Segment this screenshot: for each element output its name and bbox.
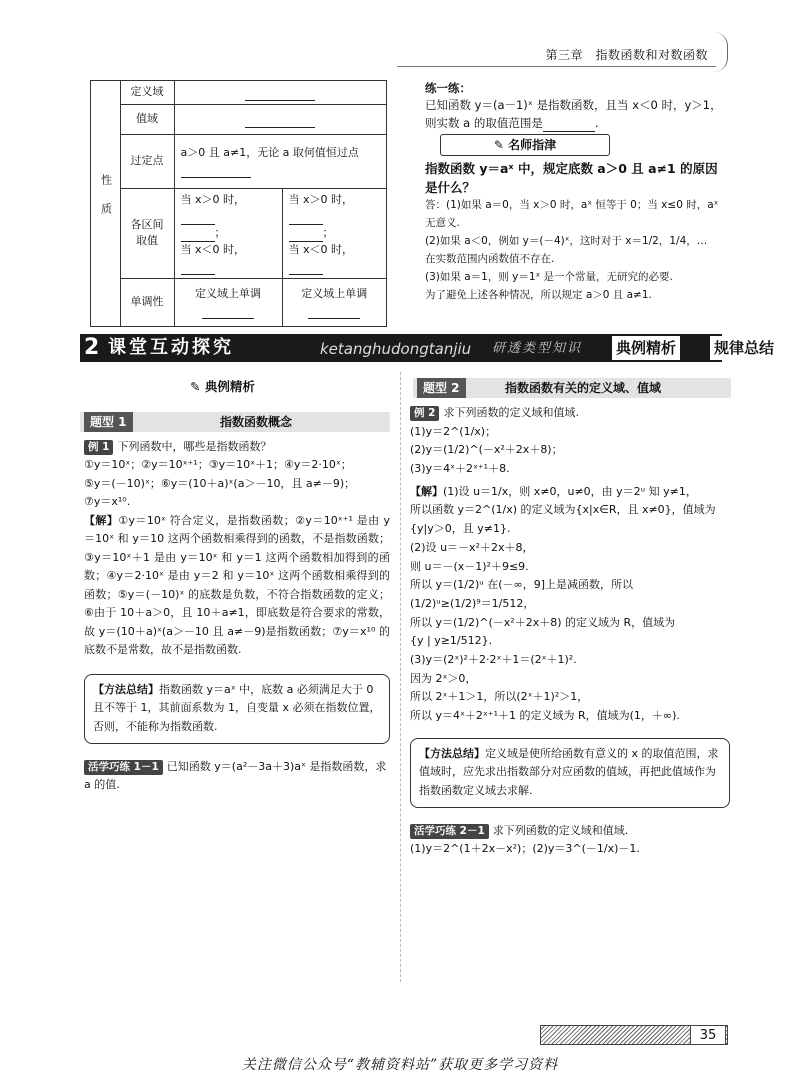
banner-title: 课堂互动探究 [108, 337, 234, 358]
monotonic-cell-left [174, 278, 282, 326]
solution-text: ①y＝10ˣ 符合定义，是指数函数；②y＝10ˣ⁺¹ 是由 y＝10ˣ 和 y＝10 这两个函数相乘得到的函数，不是指数函数；③y＝10ˣ＋1 是由 y＝10ˣ 和 y＝1 这两个函数相加得到的函数；④y＝2·10ˣ 是由 y＝2 和 y＝10ˣ 这两个函数相乘得到的函数；⑤y＝(－10)ˣ 的底数是负数，不符合指数函数的定义；⑥由于 10＋a＞0，且 10＋a≠1，即底数是符合要求的常数，故 y＝(10＋a)ˣ(a＞－10 且 a≠－9)是指数函数；⑦y＝x¹⁰ 的底数不是常数，故不是指数函数. [84, 513, 390, 657]
practice-block: 练一练： 已知函数 y＝(a－1)ˣ 是指数函数，且当 x＜0 时，y＞1， 则实数 a 的取值范围是 . [425, 80, 730, 132]
banner-tag-examples: 典例精析 [612, 336, 680, 360]
solution-line: (3)y＝(2ˣ)²＋2·2ˣ＋1＝(2ˣ＋1)². [410, 652, 577, 666]
interval-text: ； [322, 226, 334, 239]
method-text: 定义域是使所给函数有意义的 x 的取值范围，求值域时，应先求出指数部分对应函数的值域，再把此值域作为指数函数定义域去求解. [419, 746, 719, 798]
method-title: 【方法总结】 [93, 682, 159, 696]
solution-line: {y | y≥1/512}. [410, 634, 493, 648]
page-number: 35 [690, 1025, 726, 1045]
chapter-title: 第三章 指数函数和对数函数 [545, 48, 708, 62]
interval-cell-left [174, 189, 282, 279]
monotonic-cell-right [282, 278, 387, 326]
left-section-label: 典例精析 [204, 379, 255, 394]
properties-table [90, 80, 387, 327]
monotonic-text: 定义域上单调 [301, 286, 368, 300]
practice-text-2: 则实数 a 的取值范围是 [425, 115, 543, 130]
answer-line: (3)如果 a＝1，则 y＝1ˣ 是一个常量，无研究的必要. [425, 271, 673, 284]
table-row-label: 定义域 [120, 81, 174, 105]
teacher-answer [425, 196, 730, 304]
header-rule [397, 66, 716, 67]
answer-line: 答：(1)如果 a＝0，当 x＞0 时，aˣ 恒等于 0；当 x≤0 时，aˣ 无意义. [425, 199, 719, 230]
table-row-label: 过定点 [120, 135, 174, 189]
practice-title: 练一练： [425, 81, 471, 95]
monotonic-text: 定义域上单调 [195, 286, 261, 300]
interval-text: ； [214, 226, 226, 239]
type-label: 题型 2 [417, 378, 466, 398]
function-line: (3)y＝4ˣ＋2ˣ⁺¹＋8. [410, 462, 510, 476]
method-text: 指数函数 y＝aˣ 中，底数 a 必须满足大于 0 且不等于 1，其前面系数为 1，自变量 x 必须在指数位置，否则，不能称为指数函数. [93, 682, 381, 733]
solution-line: 所以 2ˣ＋1＞1，所以(2ˣ＋1)²＞1， [410, 690, 589, 704]
header-ornament [714, 32, 728, 72]
interval-text: 当 x＜0 时， [180, 242, 246, 256]
interval-cell-right [282, 189, 387, 279]
type-title: 指数函数概念 [220, 415, 293, 429]
solution-line: 所以 y＝(1/2)ᵘ 在(－∞，9]上是减函数，所以 [410, 578, 633, 592]
example-question: 下列函数中，哪些是指数函数？ [117, 440, 272, 453]
table-row-label: 各区间取值 [120, 189, 174, 279]
answer-line: 为了避免上述各种情况，所以规定 a＞0 且 a≠1. [425, 289, 652, 302]
solution-line: 则 u＝－(x－1)²＋9≤9. [410, 559, 529, 573]
fixed-point-text: a＞0 且 a≠1，无论 a 取何值恒过点 [180, 146, 359, 159]
table-row-label: 值域 [120, 105, 174, 135]
example-line: ⑤y＝(－10)ˣ；⑥y＝(10＋a)ˣ(a＞－10，且 a≠－9)； [84, 476, 356, 490]
solution-line: 所以 y＝(1/2)^(－x²＋2x＋8) 的定义域为 R，值域为 [410, 615, 676, 629]
solution-line: 因为 2ˣ＞0， [410, 671, 477, 685]
example-question: 求下列函数的定义域和值域. [443, 406, 579, 419]
left-section-heading: ✎ 典例精析 [190, 379, 255, 394]
solution-line: 所以 y＝4ˣ＋2ˣ⁺¹＋1 的定义域为 R，值域为(1，＋∞). [410, 709, 680, 722]
practice-text-1: 已知函数 y＝(a－1)ˣ 是指数函数，且当 x＜0 时，y＞1， [425, 98, 722, 113]
banner-number: 2 [84, 335, 100, 360]
footer-note: 关注微信公众号“教辅资料站”获取更多学习资料 [241, 1057, 559, 1073]
section-banner [80, 334, 775, 362]
solution-line: {y|y＞0，且 y≠1}. [410, 522, 511, 536]
solution-tag: 【解】 [84, 513, 119, 527]
table-rowgroup-label: 性质 [91, 81, 121, 327]
column-divider [400, 372, 401, 982]
right-body [410, 404, 730, 859]
type-bar-1 [80, 412, 390, 432]
solution-line: (1/2)ᵘ≥(1/2)⁹＝1/512， [410, 596, 535, 610]
answer-line: (2)如果 a＜0，例如 y＝(－4)ˣ，这时对于 x＝1/2，1/4，… [425, 235, 708, 248]
answer-blank [543, 119, 595, 132]
fixed-point-cell [174, 135, 387, 189]
method-summary-box [84, 674, 390, 744]
type-label: 题型 1 [84, 412, 133, 432]
type-title: 指数函数有关的定义域、值域 [505, 381, 662, 395]
teacher-tips-label: 名师指津 [508, 138, 557, 152]
example-line: ①y＝10ˣ；②y＝10ˣ⁺¹；③y＝10ˣ＋1；④y＝2·10ˣ； [84, 458, 352, 472]
table-row-label: 单调性 [120, 278, 174, 326]
drill-text: 求下列函数的定义域和值域. [492, 823, 629, 837]
teacher-question: 指数函数 y＝aˣ 中，规定底数 a＞0 且 a≠1 的原因是什么？ [425, 161, 718, 195]
method-summary-box [410, 738, 730, 808]
blank-cell [174, 105, 387, 135]
teacher-tips-title: ✎ 名师指津 [440, 134, 610, 156]
banner-pinyin: ketanghudongtanjiu [320, 340, 472, 358]
drill-functions: (1)y＝2^(1＋2x－x²)；(2)y＝3^(－1/x)－1. [410, 842, 640, 856]
function-line: (1)y＝2^(1/x)； [410, 424, 497, 438]
solution-line: 所以函数 y＝2^(1/x) 的定义域为{x|x∈R，且 x≠0}，值域为 [410, 503, 716, 517]
example-tag: 例 1 [84, 440, 113, 455]
example-line: ⑦y＝x¹⁰. [84, 495, 131, 509]
solution-line: (1)设 u＝1/x，则 x≠0，u≠0，由 y＝2ᵘ 知 y≠1， [443, 484, 697, 498]
example-tag: 例 2 [410, 406, 439, 421]
solution-tag: 【解】 [410, 484, 443, 498]
answer-line: 在实数范围内函数值不存在. [425, 253, 555, 266]
interval-text: 当 x＞0 时， [180, 193, 246, 206]
solution-line: (2)设 u＝－x²＋2x＋8， [410, 540, 534, 554]
banner-slogan: 研透类型知识 [492, 341, 583, 356]
drill-tag: 活学巧练 2－1 [410, 824, 489, 839]
banner-tag-summary: 规律总结 [710, 336, 798, 360]
blank-cell [174, 81, 387, 105]
method-title: 【方法总结】 [419, 746, 485, 760]
left-body [84, 438, 390, 795]
type-bar-2 [413, 378, 731, 398]
drill-tag: 活学巧练 1－1 [84, 760, 163, 775]
interval-text: 当 x＜0 时， [288, 242, 354, 256]
interval-text: 当 x＞0 时， [288, 193, 354, 206]
function-line: (2)y＝(1/2)^(－x²＋2x＋8)； [410, 443, 563, 457]
drill-text: 已知函数 y＝(a²－3a＋3)aˣ 是指数函数，求 a 的值. [84, 759, 387, 792]
